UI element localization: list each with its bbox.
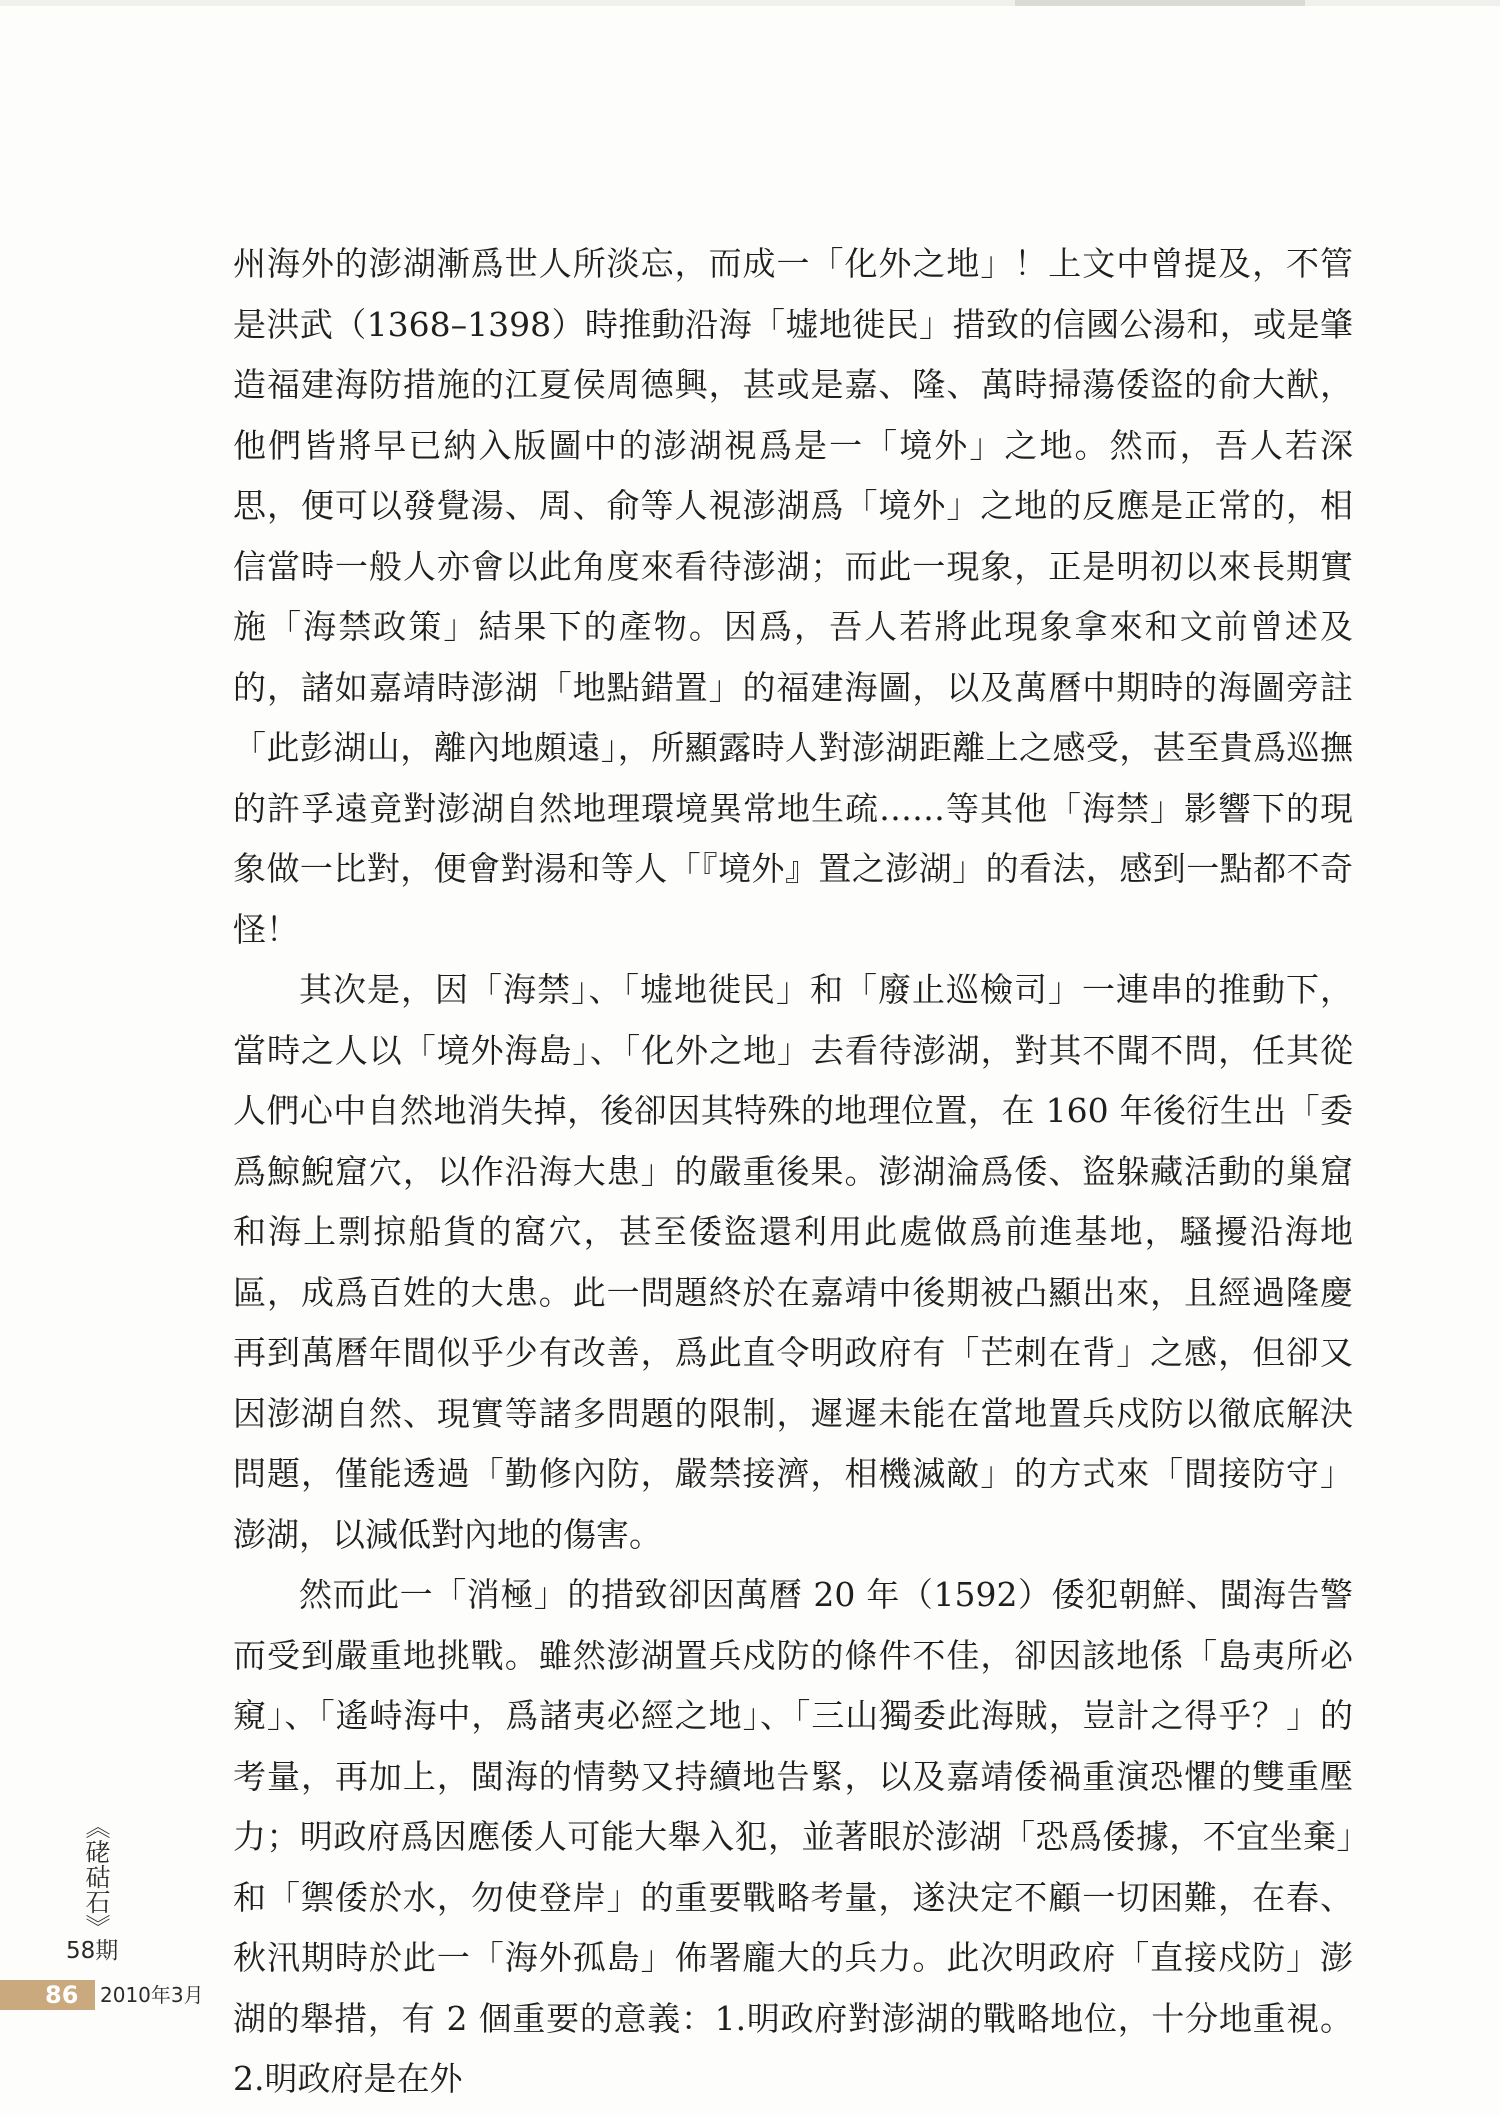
magazine-name: 《硓𥑮石》	[82, 1814, 111, 1939]
issue-date: 2010年3月	[100, 1983, 204, 2007]
article-body	[233, 234, 1353, 2110]
paragraph-3: 然而此一「消極」的措致卻因萬曆 20 年（1592）倭犯朝鮮、閩海告警而受到嚴重地挑戰。雖然澎湖置兵戍防的條件不佳，卻因該地係「島夷所必窺」、「遙峙海中，爲諸夷必經之地」、「三山獨委此海賊，豈計之得乎？」的考量，再加上，閩海的情勢又持續地告緊，以及嘉靖倭禍重演恐懼的雙重壓力；明政府爲因應倭人可能大舉入犯，並著眼於澎湖「恐爲倭據，不宜坐棄」和「禦倭於水，勿使登岸」的重要戰略考量，遂決定不顧一切困難，在春、秋汛期時於此一「海外孤島」佈署龐大的兵力。此次明政府「直接戍防」澎湖的舉措，有 2 個重要的意義：1.明政府對澎湖的戰略地位，十分地重視。2.明政府是在外	[233, 1575, 1353, 2098]
issue-number: 58期	[66, 1938, 119, 1964]
paragraph-1: 州海外的澎湖漸爲世人所淡忘，而成一「化外之地」！上文中曾提及，不管是洪武（1368–1398）時推動沿海「墟地徙民」措致的信國公湯和，或是肇造福建海防措施的江夏侯周德興，甚或是嘉、隆、萬時掃蕩倭盜的俞大猷，他們皆將早已納入版圖中的澎湖視爲是一「境外」之地。然而，吾人若深思，便可以發覺湯、周、俞等人視澎湖爲「境外」之地的反應是正常的，相信當時一般人亦會以此角度來看待澎湖；而此一現象，正是明初以來長期實施「海禁政策」結果下的產物。因爲，吾人若將此現象拿來和文前曾述及的，諸如嘉靖時澎湖「地點錯置」的福建海圖，以及萬曆中期時的海圖旁註「此彭湖山，離內地頗遠」，所顯露時人對澎湖距離上之感受，甚至貴爲巡撫的許孚遠竟對澎湖自然地理環境異常地生疏……等其他「海禁」影響下的現象做一比對，便會對湯和等人「『境外』置之澎湖」的看法，感到一點都不奇怪！	[233, 244, 1353, 949]
page-top-mark	[1015, 0, 1305, 6]
page-number: 86	[45, 1981, 79, 2009]
paragraph-2: 其次是，因「海禁」、「墟地徙民」和「廢止巡檢司」一連串的推動下，當時之人以「境外海島」、「化外之地」去看待澎湖，對其不聞不問，任其從人們心中自然地消失掉，後卻因其特殊的地理位置，在 160 年後衍生出「委爲鯨鯢窟穴，以作沿海大患」的嚴重後果。澎湖淪爲倭、盜躲藏活動的巢窟和海上剽掠船貨的窩穴，甚至倭盜還利用此處做爲前進基地，騷擾沿海地區，成爲百姓的大患。此一問題終於在嘉靖中後期被凸顯出來，且經過隆慶再到萬曆年間似乎少有改善，爲此直令明政府有「芒刺在背」之感，但卻又因澎湖自然、現實等諸多問題的限制，遲遲未能在當地置兵戍防以徹底解決問題，僅能透過「勤修內防，嚴禁接濟，相機滅敵」的方式來「間接防守」澎湖，以減低對內地的傷害。	[233, 970, 1353, 1554]
